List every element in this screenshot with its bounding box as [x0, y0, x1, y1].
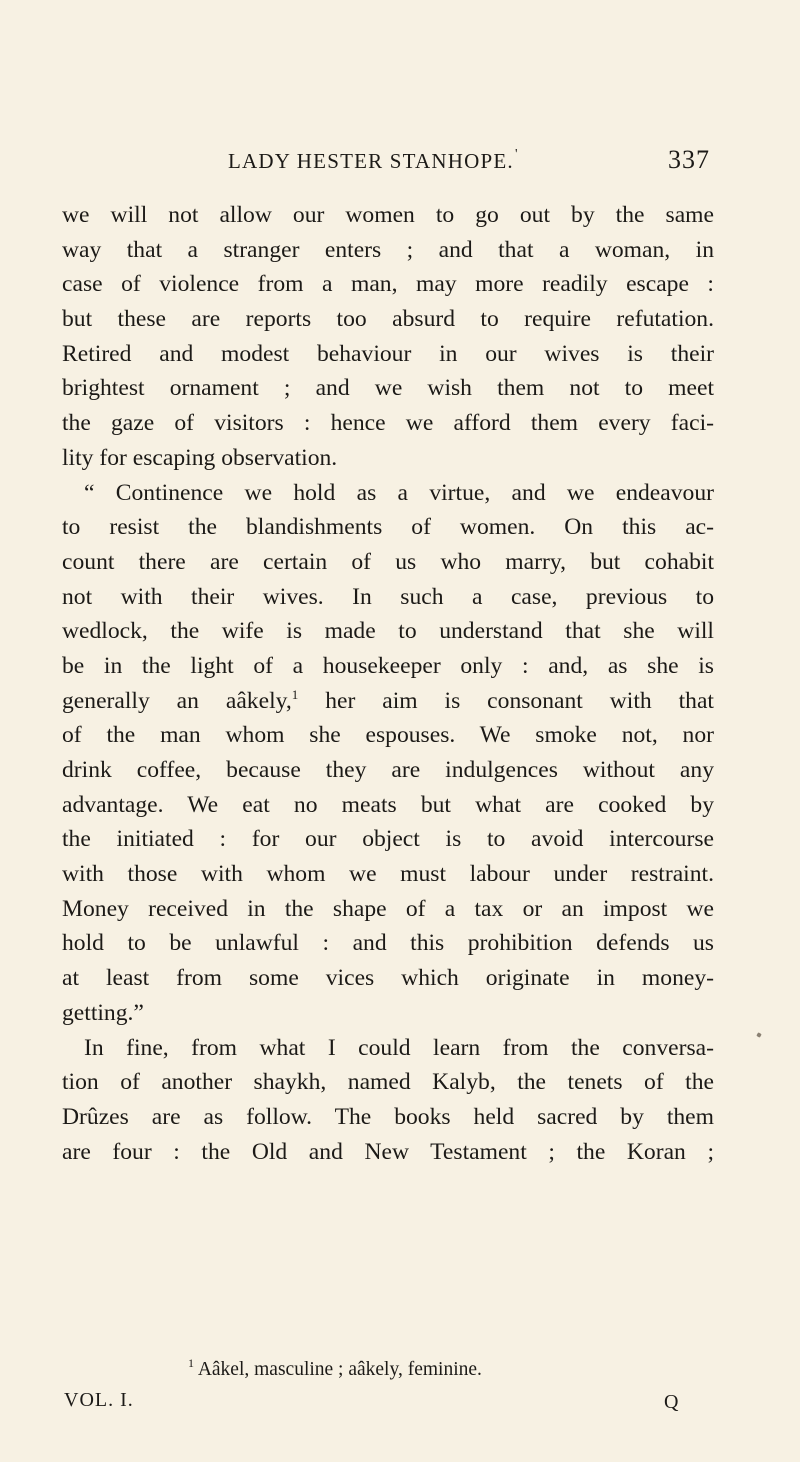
text-line: of the man whom she espouses. We smoke not, nor — [62, 722, 714, 749]
volume-signature: VOL. I. — [64, 1389, 134, 1411]
footnote-marker: 1 — [188, 1356, 194, 1370]
signature-mark: Q — [664, 1391, 679, 1413]
text-line: drink coffee, because they are indulgences without any — [62, 757, 714, 783]
page-number: 337 — [668, 145, 710, 174]
footnote — [188, 1356, 482, 1381]
text-line: In fine, from what I could learn from the conversa- — [84, 1034, 714, 1061]
text-line: the gaze of visitors : hence we afford them every faci- — [62, 410, 714, 437]
text-line: the initiated : for our object is to avoid intercourse — [62, 826, 714, 853]
text-line: way that a stranger enters ; and that a woman, in — [62, 236, 714, 263]
text-line: are four : the Old and New Testament ; the Koran ; — [62, 1138, 714, 1165]
text-line: advantage. We eat no meats but what are cooked by — [62, 791, 714, 818]
text-fragment: generally an aâkely, — [62, 687, 292, 714]
page-header — [228, 145, 710, 185]
paper-speck — [756, 1032, 761, 1037]
footnote-reference: 1 — [291, 686, 299, 702]
text-fragment: her aim is consonant with that — [298, 687, 714, 714]
text-line: with those with whom we must labour under restraint. — [62, 861, 714, 888]
text-line: hold to be unlawful : and this prohibition defends us — [62, 930, 714, 957]
text-line: brightest ornament ; and we wish them not to meet — [62, 375, 714, 402]
text-line: tion of another shaykh, named Kalyb, the tenets of the — [62, 1069, 714, 1096]
text-line: not with their wives. In such a case, previous to — [62, 583, 714, 610]
text-line: Retired and modest behaviour in our wives is their — [62, 340, 714, 367]
text-line: but these are reports too absurd to require refutation. — [62, 306, 714, 333]
text-line: to resist the blandishments of women. On this ac- — [62, 514, 714, 541]
text-line: “ Continence we hold as a virtue, and we endeavour — [84, 479, 714, 506]
text-line: Drûzes are as follow. The books held sacred by them — [62, 1103, 714, 1130]
running-title: LADY HESTER STANHOPE. — [228, 149, 514, 173]
text-line: count there are certain of us who marry, but cohabit — [62, 548, 714, 575]
body-text — [62, 198, 714, 1169]
text-line: we will not allow our women to go out by the same — [62, 202, 714, 228]
text-line: wedlock, the wife is made to understand that she will — [62, 618, 714, 645]
text-line: lity for escaping observation. — [62, 444, 338, 471]
footnote-text: Aâkel, masculine ; aâkely, feminine. — [197, 1359, 482, 1380]
text-line: Money received in the shape of a tax or an impost we — [62, 895, 714, 922]
text-line: be in the light of a housekeeper only : and, as she is — [62, 652, 714, 679]
stray-mark: ' — [515, 147, 518, 162]
text-line-with-footnote — [62, 684, 714, 719]
text-line: case of violence from a man, may more readily escape : — [62, 271, 714, 298]
text-line: at least from some vices which originate in money- — [62, 965, 714, 992]
text-line: getting.” — [62, 999, 144, 1026]
